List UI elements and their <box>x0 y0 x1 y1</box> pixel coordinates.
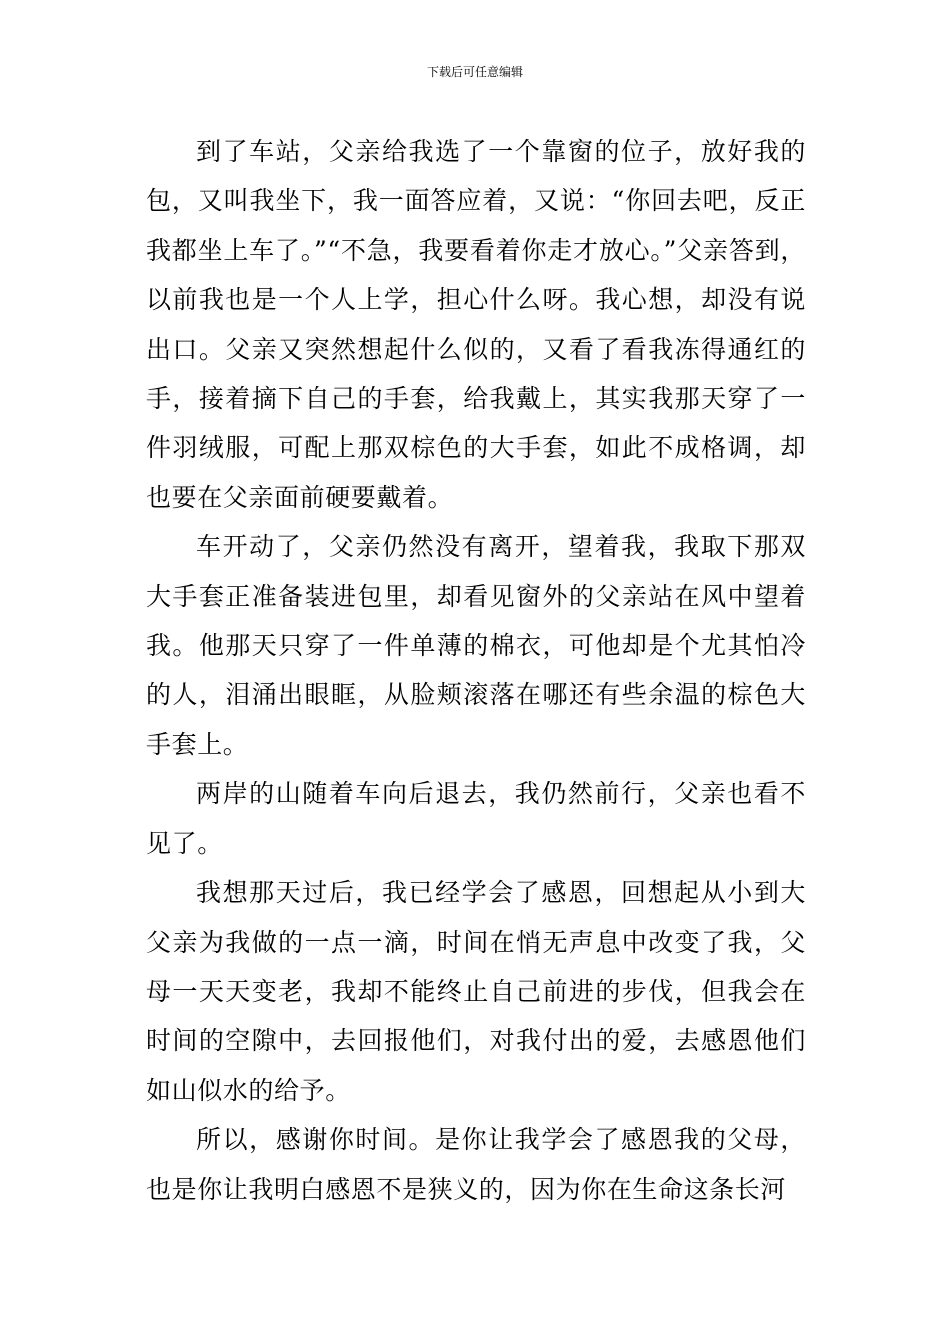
paragraph-3: 两岸的山随着车向后退去，我仍然前行，父亲也看不见了。 <box>146 779 806 858</box>
paragraph-4: 我想那天过后，我已经学会了感恩，回想起从小到大父亲为我做的一点一滴，时间在悄无声息中改变了我，父母一天天变老，我却不能终止自己前进的步伐，但我会在时间的空隙中，去回报他们，对我付出的爱，去感恩他们如山似水的给予。 <box>146 878 806 1105</box>
page-header: 下载后可任意编辑 <box>426 65 523 79</box>
paragraph-5: 所以，感谢你时间。是你让我学会了感恩我的父母，也是你让我明白感恩不是狭义的，因为你在生命这条长河 <box>146 1125 806 1204</box>
paragraph-2: 车开动了，父亲仍然没有离开，望着我，我取下那双大手套正准备装进包里，却看见窗外的父亲站在风中望着我。他那天只穿了一件单薄的棉衣，可他却是个尤其怕冷的人，泪涌出眼眶，从脸颊滚落在哪还有些余温的棕色大手套上。 <box>146 532 806 759</box>
document-body <box>146 127 806 1214</box>
paragraph-1: 到了车站，父亲给我选了一个靠窗的位子，放好我的包，又叫我坐下，我一面答应着，又说：“你回去吧，反正我都坐上车了。”“不急，我要看着你走才放心。”父亲答到，以前我也是一个人上学，担心什么呀。我心想，却没有说出口。父亲又突然想起什么似的，又看了看我冻得通红的手，接着摘下自己的手套，给我戴上，其实我那天穿了一件羽绒服，可配上那双棕色的大手套，如此不成格调，却也要在父亲面前硬要戴着。 <box>146 137 806 512</box>
